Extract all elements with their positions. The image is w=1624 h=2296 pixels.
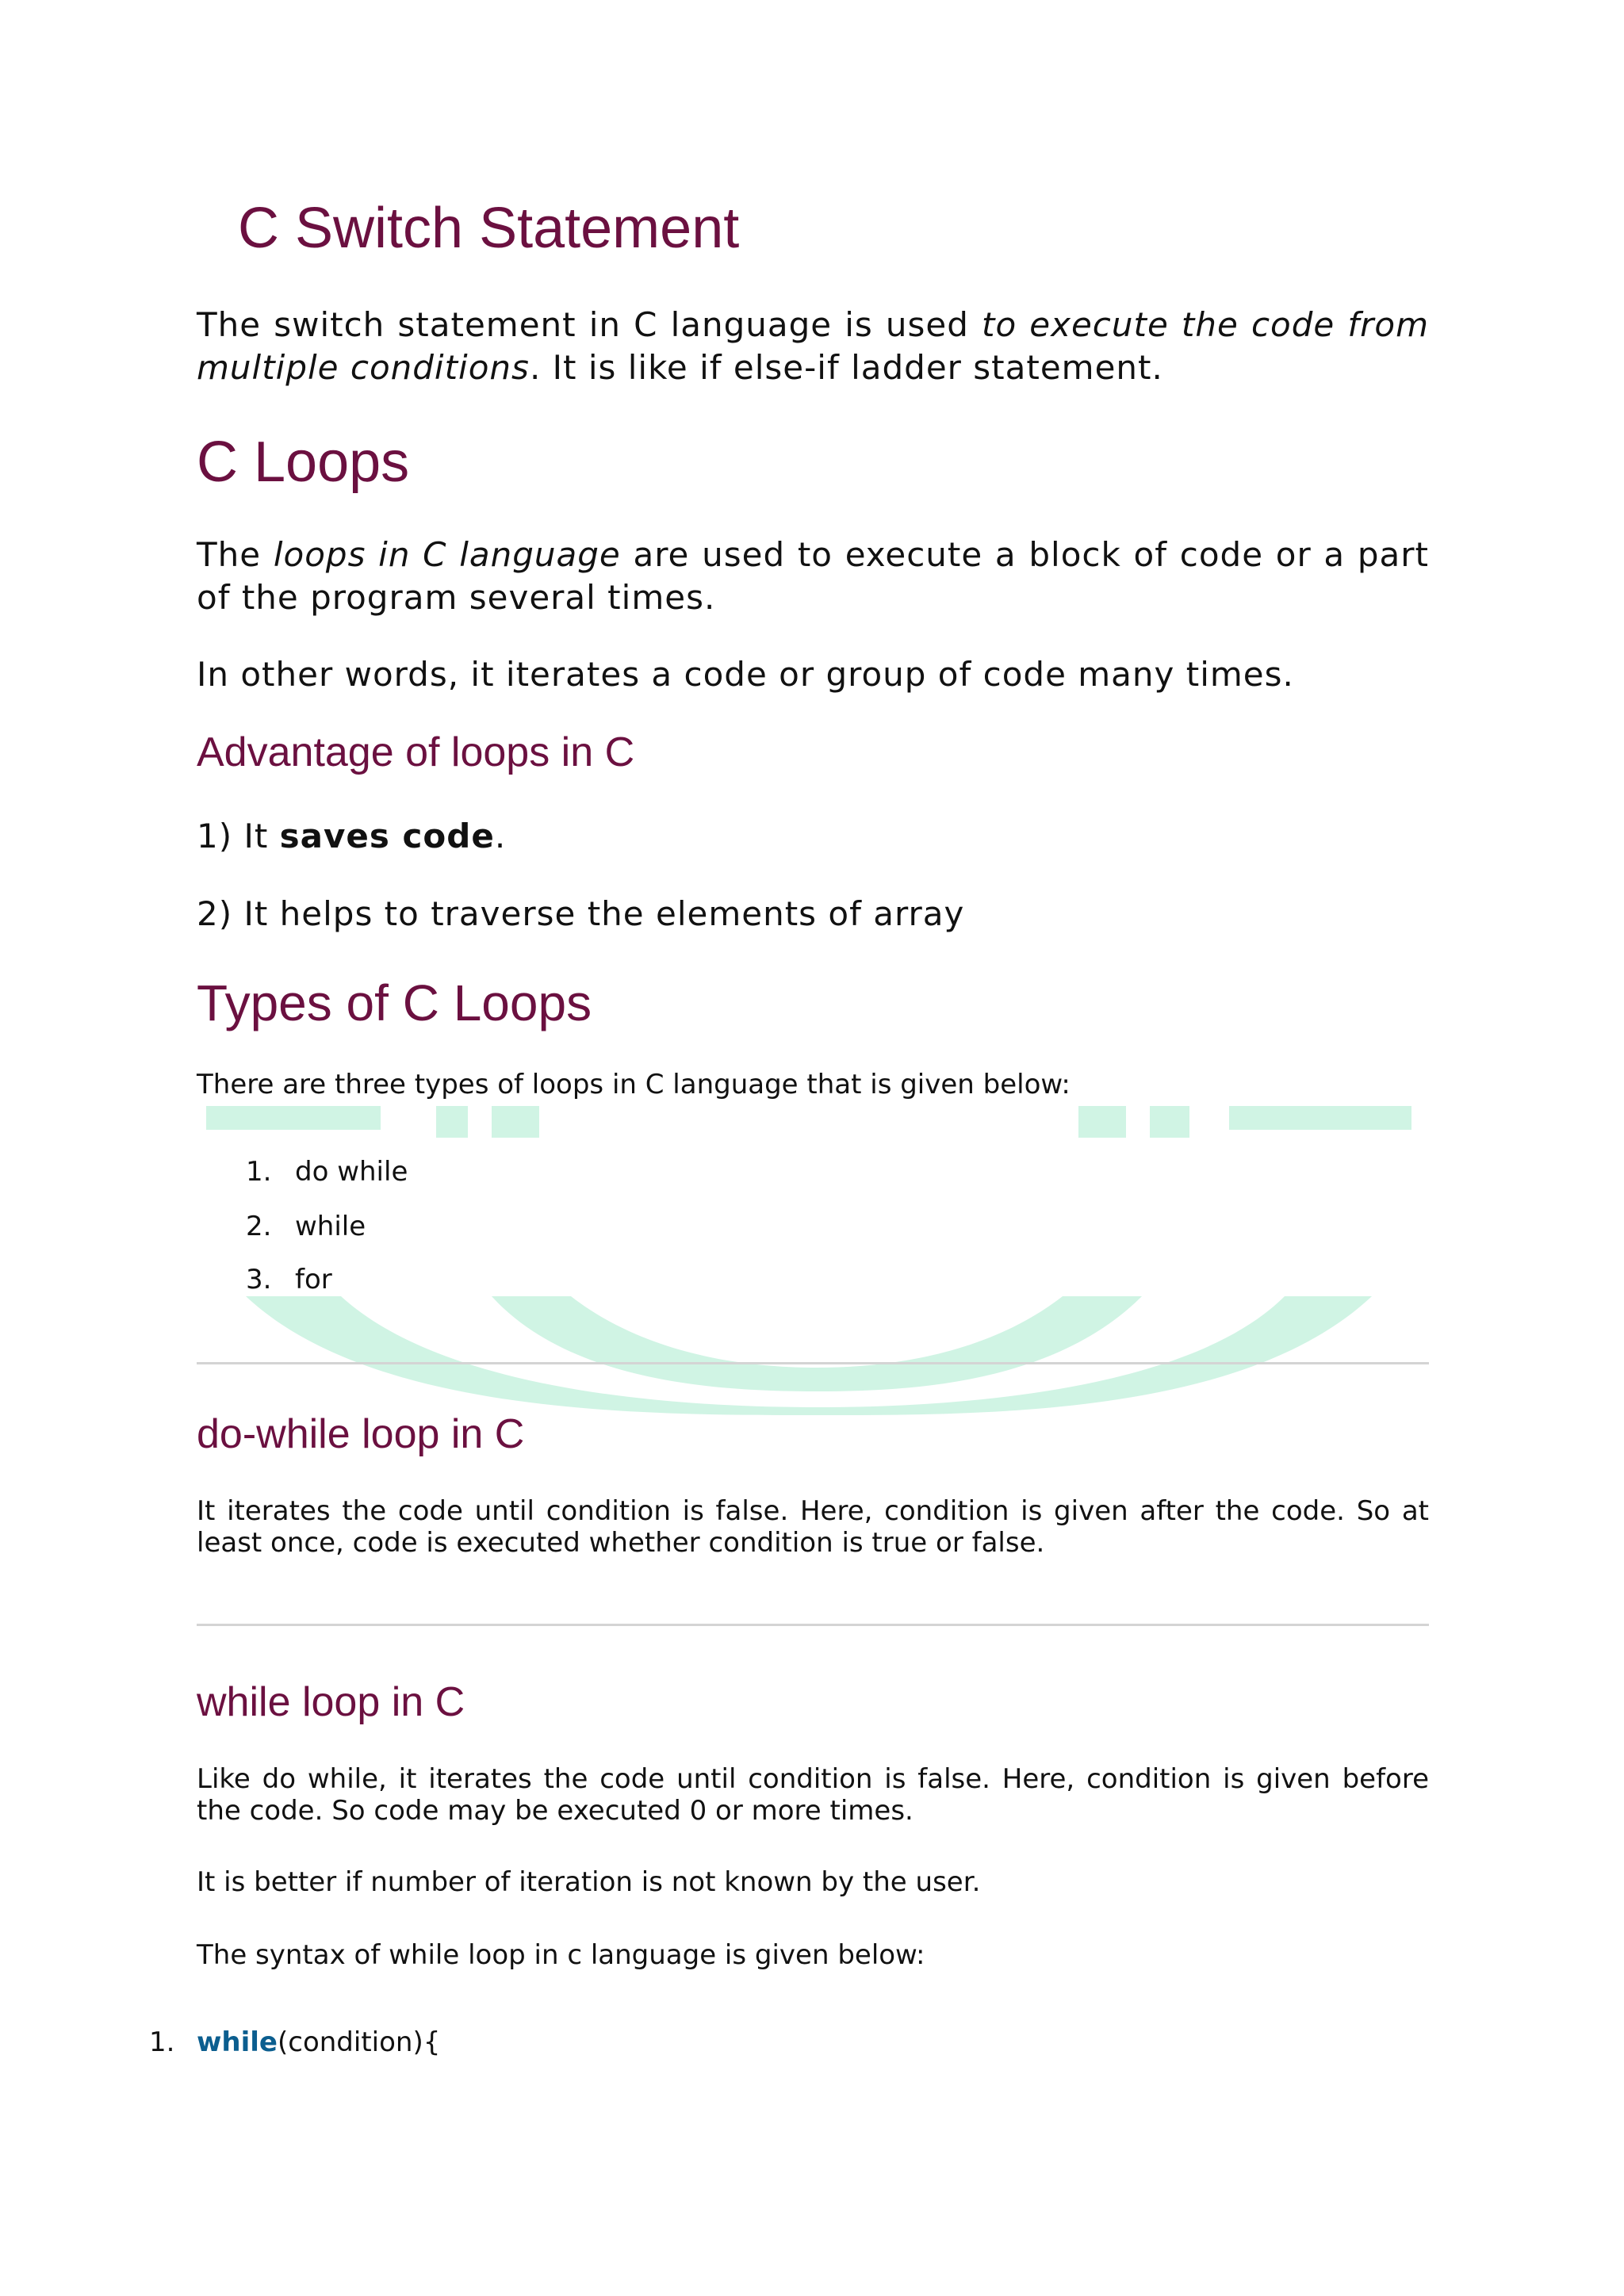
watermark-graphic (198, 1098, 1427, 1415)
do-while-title: do-while loop in C (197, 1411, 525, 1457)
while-paragraph-1: Like do while, it iterates the code until condition is false. Here, condition is given before the code. So code may be executed 0 or more times. (197, 1763, 1429, 1827)
while-title: while loop in C (197, 1679, 465, 1725)
code-rest: (condition){ (277, 2026, 441, 2058)
advantage-title: Advantage of loops in C (197, 729, 635, 775)
loops-intro-paragraph (197, 534, 1429, 619)
switch-statement-paragraph (197, 304, 1429, 389)
while-paragraph-3: The syntax of while loop in c language is given below: (197, 1939, 925, 1971)
loops-paragraph-italic: loops in C language (273, 535, 621, 574)
types-list-item (246, 1264, 332, 1295)
loops-paragraph-end: are used to execute a block of code or a part of the program several times. (197, 535, 1430, 617)
c-loops-title: C Loops (197, 430, 410, 494)
loops-paragraph-start: The (197, 535, 274, 574)
list-number: 1. (246, 1156, 272, 1188)
switch-paragraph-start: The switch statement in C language is used (197, 305, 982, 344)
switch-statement-title: C Switch Statement (238, 197, 740, 260)
horizontal-divider (197, 1624, 1429, 1626)
types-intro: There are three types of loops in C language that is given below: (197, 1069, 1071, 1100)
list-item-label: for (295, 1264, 332, 1295)
switch-paragraph-end: . It is like if else-if ladder statement. (529, 348, 1163, 387)
advantage-item-1-suffix: . (494, 817, 507, 855)
do-while-paragraph: It iterates the code until condition is false. Here, condition is given after the code. So at least once, code is executed whether condition is true or false. (197, 1495, 1429, 1559)
list-item-label: do while (295, 1156, 408, 1188)
advantage-item-1-bold: saves code (279, 817, 495, 855)
list-number: 2. (246, 1211, 272, 1242)
list-item-label: while (295, 1211, 366, 1242)
horizontal-divider (197, 1362, 1429, 1364)
loops-second-paragraph: In other words, it iterates a code or group of code many times. (197, 655, 1294, 694)
types-list-item (246, 1211, 366, 1242)
types-title: Types of C Loops (197, 974, 592, 1031)
advantage-item-1 (197, 815, 506, 858)
code-line (149, 2026, 440, 2058)
while-paragraph-2: It is better if number of iteration is not known by the user. (197, 1866, 981, 1898)
switch-paragraph-italic: to execute the code from multiple conditions (197, 305, 1429, 387)
advantage-item-2: 2) It helps to traverse the elements of array (197, 894, 965, 933)
types-list-item (246, 1156, 408, 1188)
advantage-item-1-prefix: 1) It (197, 817, 280, 855)
code-keyword: while (197, 2026, 278, 2058)
list-number: 3. (246, 1264, 272, 1295)
code-line-number: 1. (149, 2026, 175, 2058)
